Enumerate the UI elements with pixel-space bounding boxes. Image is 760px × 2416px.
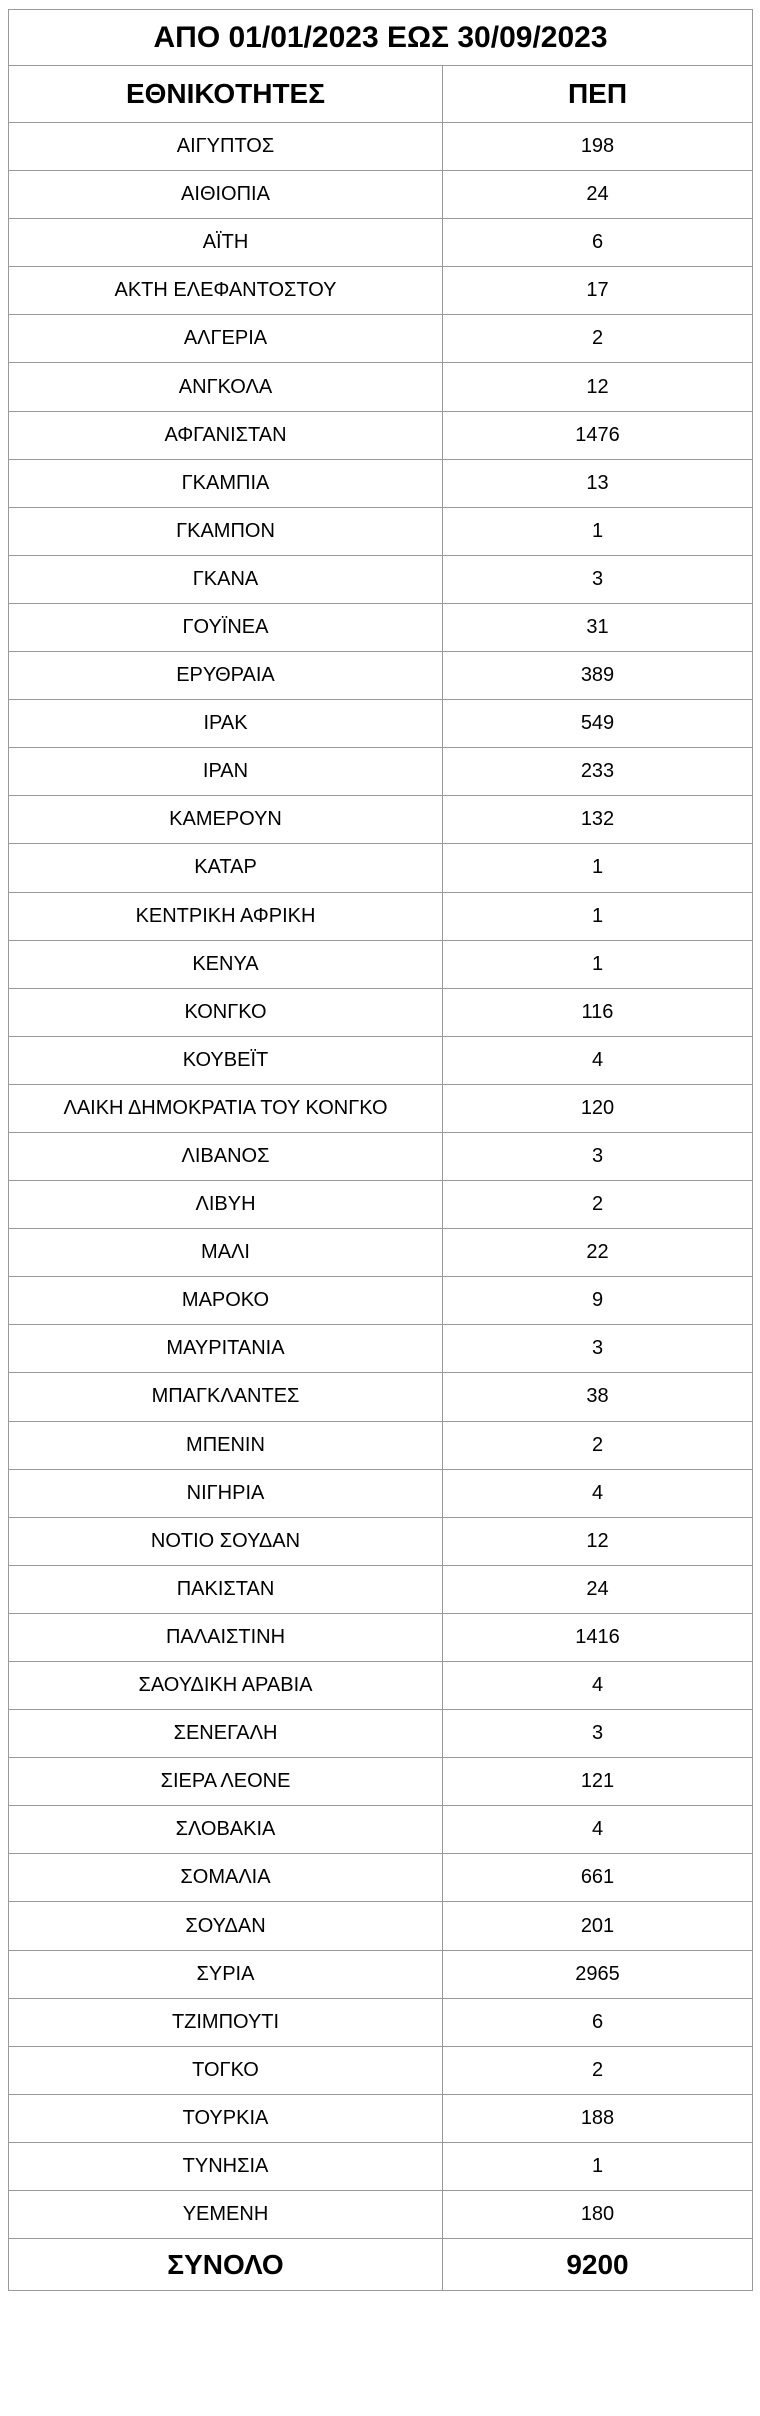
table-row [9,940,753,988]
nationality-cell: ΑΚΤΗ ΕΛΕΦΑΝΤΟΣΤΟΥ [9,267,443,315]
value-cell: 201 [443,1902,753,1950]
table-row [9,219,753,267]
table-row [9,1229,753,1277]
nationality-cell: ΝΟΤΙΟ ΣΟΥΔΑΝ [9,1517,443,1565]
value-cell: 389 [443,652,753,700]
total-row [9,2239,753,2291]
value-cell: 188 [443,2094,753,2142]
value-cell: 4 [443,1469,753,1517]
nationality-cell: ΙΡΑΝ [9,748,443,796]
value-cell: 2 [443,1181,753,1229]
value-cell: 17 [443,267,753,315]
nationality-cell: ΠΑΚΙΣΤΑΝ [9,1565,443,1613]
nationality-cell: ΤΥΝΗΣΙΑ [9,2142,443,2190]
value-cell: 661 [443,1854,753,1902]
table-row [9,844,753,892]
table-row [9,1373,753,1421]
table-row [9,315,753,363]
value-cell: 132 [443,796,753,844]
table-title: ΑΠΟ 01/01/2023 ΕΩΣ 30/09/2023 [9,10,753,66]
table-row [9,988,753,1036]
value-cell: 2 [443,2046,753,2094]
nationality-cell: ΚΑΜΕΡΟΥΝ [9,796,443,844]
nationality-cell: ΝΙΓΗΡΙΑ [9,1469,443,1517]
table-row [9,1613,753,1661]
value-cell: 2 [443,315,753,363]
nationality-cell: ΚΟΝΓΚΟ [9,988,443,1036]
value-cell: 38 [443,1373,753,1421]
table-row [9,892,753,940]
nationality-cell: ΑΪΤΗ [9,219,443,267]
table-row [9,1710,753,1758]
value-cell: 24 [443,171,753,219]
nationality-cell: ΤΟΥΡΚΙΑ [9,2094,443,2142]
value-cell: 22 [443,1229,753,1277]
table-row [9,796,753,844]
nationality-cell: ΚΟΥΒΕΪΤ [9,1036,443,1084]
value-cell: 4 [443,1036,753,1084]
nationality-cell: ΠΑΛΑΙΣΤΙΝΗ [9,1613,443,1661]
table-row [9,1806,753,1854]
total-value: 9200 [443,2239,753,2291]
table-row [9,1325,753,1373]
nationality-cell: ΑΙΓΥΠΤΟΣ [9,123,443,171]
value-cell: 3 [443,1710,753,1758]
table-row [9,1421,753,1469]
table-row [9,1998,753,2046]
value-cell: 116 [443,988,753,1036]
nationality-cell: ΣΕΝΕΓΑΛΗ [9,1710,443,1758]
table-row [9,1469,753,1517]
value-cell: 12 [443,363,753,411]
table-row [9,171,753,219]
nationality-cell: ΣΛΟΒΑΚΙΑ [9,1806,443,1854]
nationality-cell: ΚΕΝΥΑ [9,940,443,988]
value-cell: 4 [443,1662,753,1710]
nationality-cell: ΑΛΓΕΡΙΑ [9,315,443,363]
nationality-cell: ΛΙΒΑΝΟΣ [9,1132,443,1180]
header-value: ΠΕΠ [443,66,753,123]
table-row [9,1854,753,1902]
nationality-cell: ΓΚΑΜΠΙΑ [9,459,443,507]
value-cell: 1 [443,892,753,940]
value-cell: 3 [443,555,753,603]
nationality-cell: ΓΚΑΝΑ [9,555,443,603]
table-row [9,2094,753,2142]
table-row [9,1277,753,1325]
nationality-cell: ΜΠΑΓΚΛΑΝΤΕΣ [9,1373,443,1421]
value-cell: 233 [443,748,753,796]
value-cell: 3 [443,1132,753,1180]
value-cell: 180 [443,2191,753,2239]
table-title-row [9,10,753,66]
nationality-cell: ΓΟΥΪΝΕΑ [9,603,443,651]
value-cell: 4 [443,1806,753,1854]
value-cell: 1416 [443,1613,753,1661]
nationality-cell: ΙΡΑΚ [9,700,443,748]
value-cell: 120 [443,1084,753,1132]
table-header-row [9,66,753,123]
nationality-cell: ΑΦΓΑΝΙΣΤΑΝ [9,411,443,459]
header-nationality: ΕΘΝΙΚΟΤΗΤΕΣ [9,66,443,123]
value-cell: 1 [443,940,753,988]
table-row [9,363,753,411]
table-row [9,1132,753,1180]
nationality-statistics-table [8,9,753,2291]
nationality-cell: ΣΟΜΑΛΙΑ [9,1854,443,1902]
table-row [9,2046,753,2094]
table-row [9,1662,753,1710]
value-cell: 13 [443,459,753,507]
nationality-cell: ΛΙΒΥΗ [9,1181,443,1229]
table-row [9,1517,753,1565]
nationality-cell: ΤΟΓΚΟ [9,2046,443,2094]
table-row [9,1084,753,1132]
value-cell: 9 [443,1277,753,1325]
value-cell: 6 [443,219,753,267]
nationality-cell: ΤΖΙΜΠΟΥΤΙ [9,1998,443,2046]
nationality-cell: ΑΙΘΙΟΠΙΑ [9,171,443,219]
table-row [9,1902,753,1950]
value-cell: 12 [443,1517,753,1565]
table-row [9,555,753,603]
table-row [9,1565,753,1613]
value-cell: 1476 [443,411,753,459]
value-cell: 6 [443,1998,753,2046]
total-label: ΣΥΝΟΛΟ [9,2239,443,2291]
table-row [9,459,753,507]
table-body [9,10,753,2291]
nationality-cell: ΜΑΡΟΚΟ [9,1277,443,1325]
table-row [9,1181,753,1229]
value-cell: 549 [443,700,753,748]
nationality-cell: ΑΝΓΚΟΛΑ [9,363,443,411]
nationality-cell: ΜΠΕΝΙΝ [9,1421,443,1469]
table-row [9,700,753,748]
value-cell: 121 [443,1758,753,1806]
table-row [9,507,753,555]
table-row [9,2142,753,2190]
nationality-cell: ΚΑΤΑΡ [9,844,443,892]
table-row [9,603,753,651]
table-row [9,411,753,459]
nationality-cell: ΣΑΟΥΔΙΚΗ ΑΡΑΒΙΑ [9,1662,443,1710]
table-row [9,267,753,315]
nationality-cell: ΛΑΙΚΗ ΔΗΜΟΚΡΑΤΙΑ ΤΟΥ ΚΟΝΓΚΟ [9,1084,443,1132]
value-cell: 24 [443,1565,753,1613]
table-row [9,748,753,796]
value-cell: 2965 [443,1950,753,1998]
nationality-cell: ΜΑΥΡΙΤΑΝΙΑ [9,1325,443,1373]
nationality-cell: ΣΥΡΙΑ [9,1950,443,1998]
nationality-cell: ΣΙΕΡΑ ΛΕΟΝΕ [9,1758,443,1806]
value-cell: 31 [443,603,753,651]
table-row [9,2191,753,2239]
table-row [9,1758,753,1806]
value-cell: 3 [443,1325,753,1373]
nationality-cell: ΓΚΑΜΠΟΝ [9,507,443,555]
table-row [9,1950,753,1998]
nationality-cell: ΕΡΥΘΡΑΙΑ [9,652,443,700]
table-row [9,652,753,700]
value-cell: 2 [443,1421,753,1469]
value-cell: 1 [443,844,753,892]
value-cell: 198 [443,123,753,171]
table-row [9,1036,753,1084]
nationality-cell: ΥΕΜΕΝΗ [9,2191,443,2239]
value-cell: 1 [443,2142,753,2190]
nationality-cell: ΚΕΝΤΡΙΚΗ ΑΦΡΙΚΗ [9,892,443,940]
table-row [9,123,753,171]
nationality-cell: ΣΟΥΔΑΝ [9,1902,443,1950]
value-cell: 1 [443,507,753,555]
nationality-cell: ΜΑΛΙ [9,1229,443,1277]
